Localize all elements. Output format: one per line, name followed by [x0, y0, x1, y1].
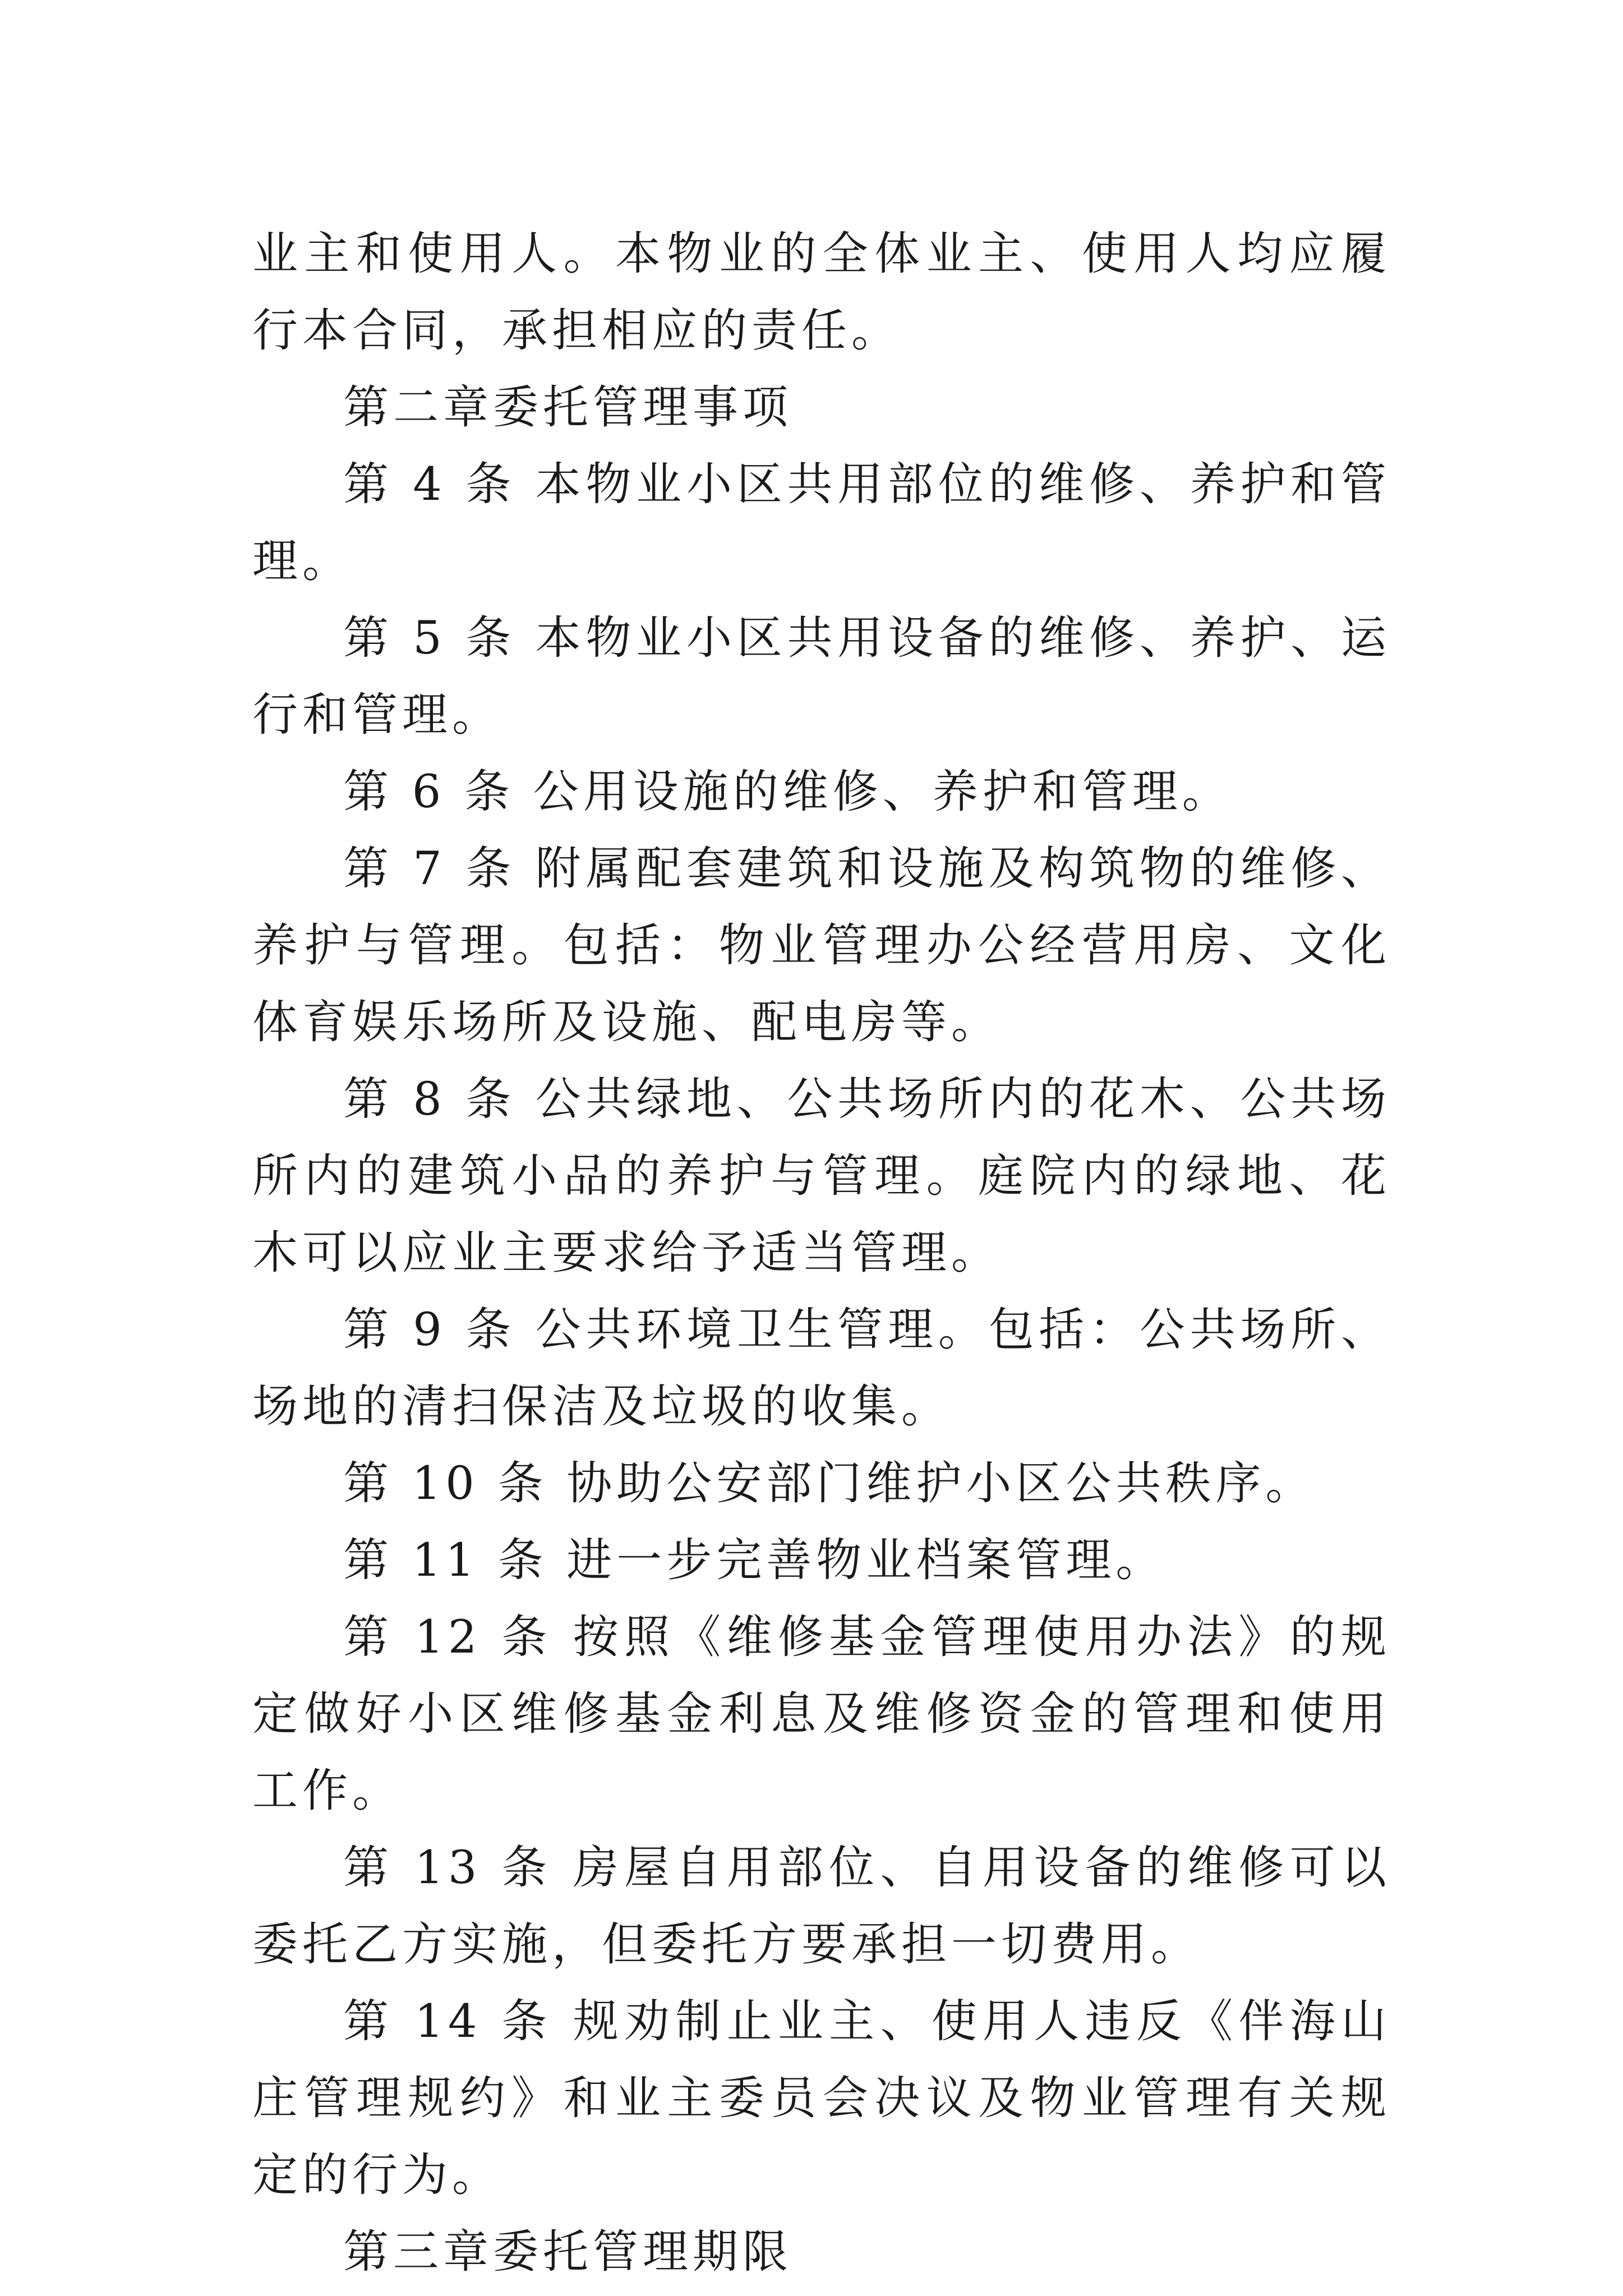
article-4: 第 4 条 本物业小区共用部位的维修、养护和管理。 [252, 458, 1391, 588]
article-14: 第 14 条 规劝制止业主、使用人违反《伴海山庄管理规约》和业主委员会决议及物业管理有关规定的行为。 [252, 1995, 1391, 2202]
article-6: 第 6 条 公用设施的维修、养护和管理。 [343, 766, 1232, 818]
chapter-heading-3: 第三章委托管理期限 [343, 2226, 793, 2279]
document-body [252, 216, 1391, 2291]
article-8: 第 8 条 公共绿地、公共场所内的花木、公共场所内的建筑小品的养护与管理。庭院内的绿地、花木可以应业主要求给予适当管理。 [252, 1073, 1391, 1280]
article-13: 第 13 条 房屋自用部位、自用设备的维修可以委托乙方实施，但委托方要承担一切费用。 [252, 1842, 1391, 1971]
paragraph-continuation: 业主和使用人。本物业的全体业主、使用人均应履行本合同，承担相应的责任。 [252, 228, 1391, 357]
article-5: 第 5 条 本物业小区共用设备的维修、养护、运行和管理。 [252, 612, 1391, 742]
article-12: 第 12 条 按照《维修基金管理使用办法》的规定做好小区维修基金利息及维修资金的管理和使用工作。 [252, 1611, 1391, 1818]
article-11: 第 11 条 进一步完善物业档案管理。 [343, 1534, 1166, 1587]
article-7: 第 7 条 附属配套建筑和设施及构筑物的维修、养护与管理。包括：物业管理办公经营用房、文化体育娱乐场所及设施、配电房等。 [252, 843, 1391, 1049]
article-10: 第 10 条 协助公安部门维护小区公共秩序。 [343, 1457, 1316, 1510]
chapter-heading-2: 第二章委托管理事项 [343, 381, 793, 434]
article-9: 第 9 条 公共环境卫生管理。包括：公共场所、场地的清扫保洁及垃圾的收集。 [252, 1304, 1391, 1433]
